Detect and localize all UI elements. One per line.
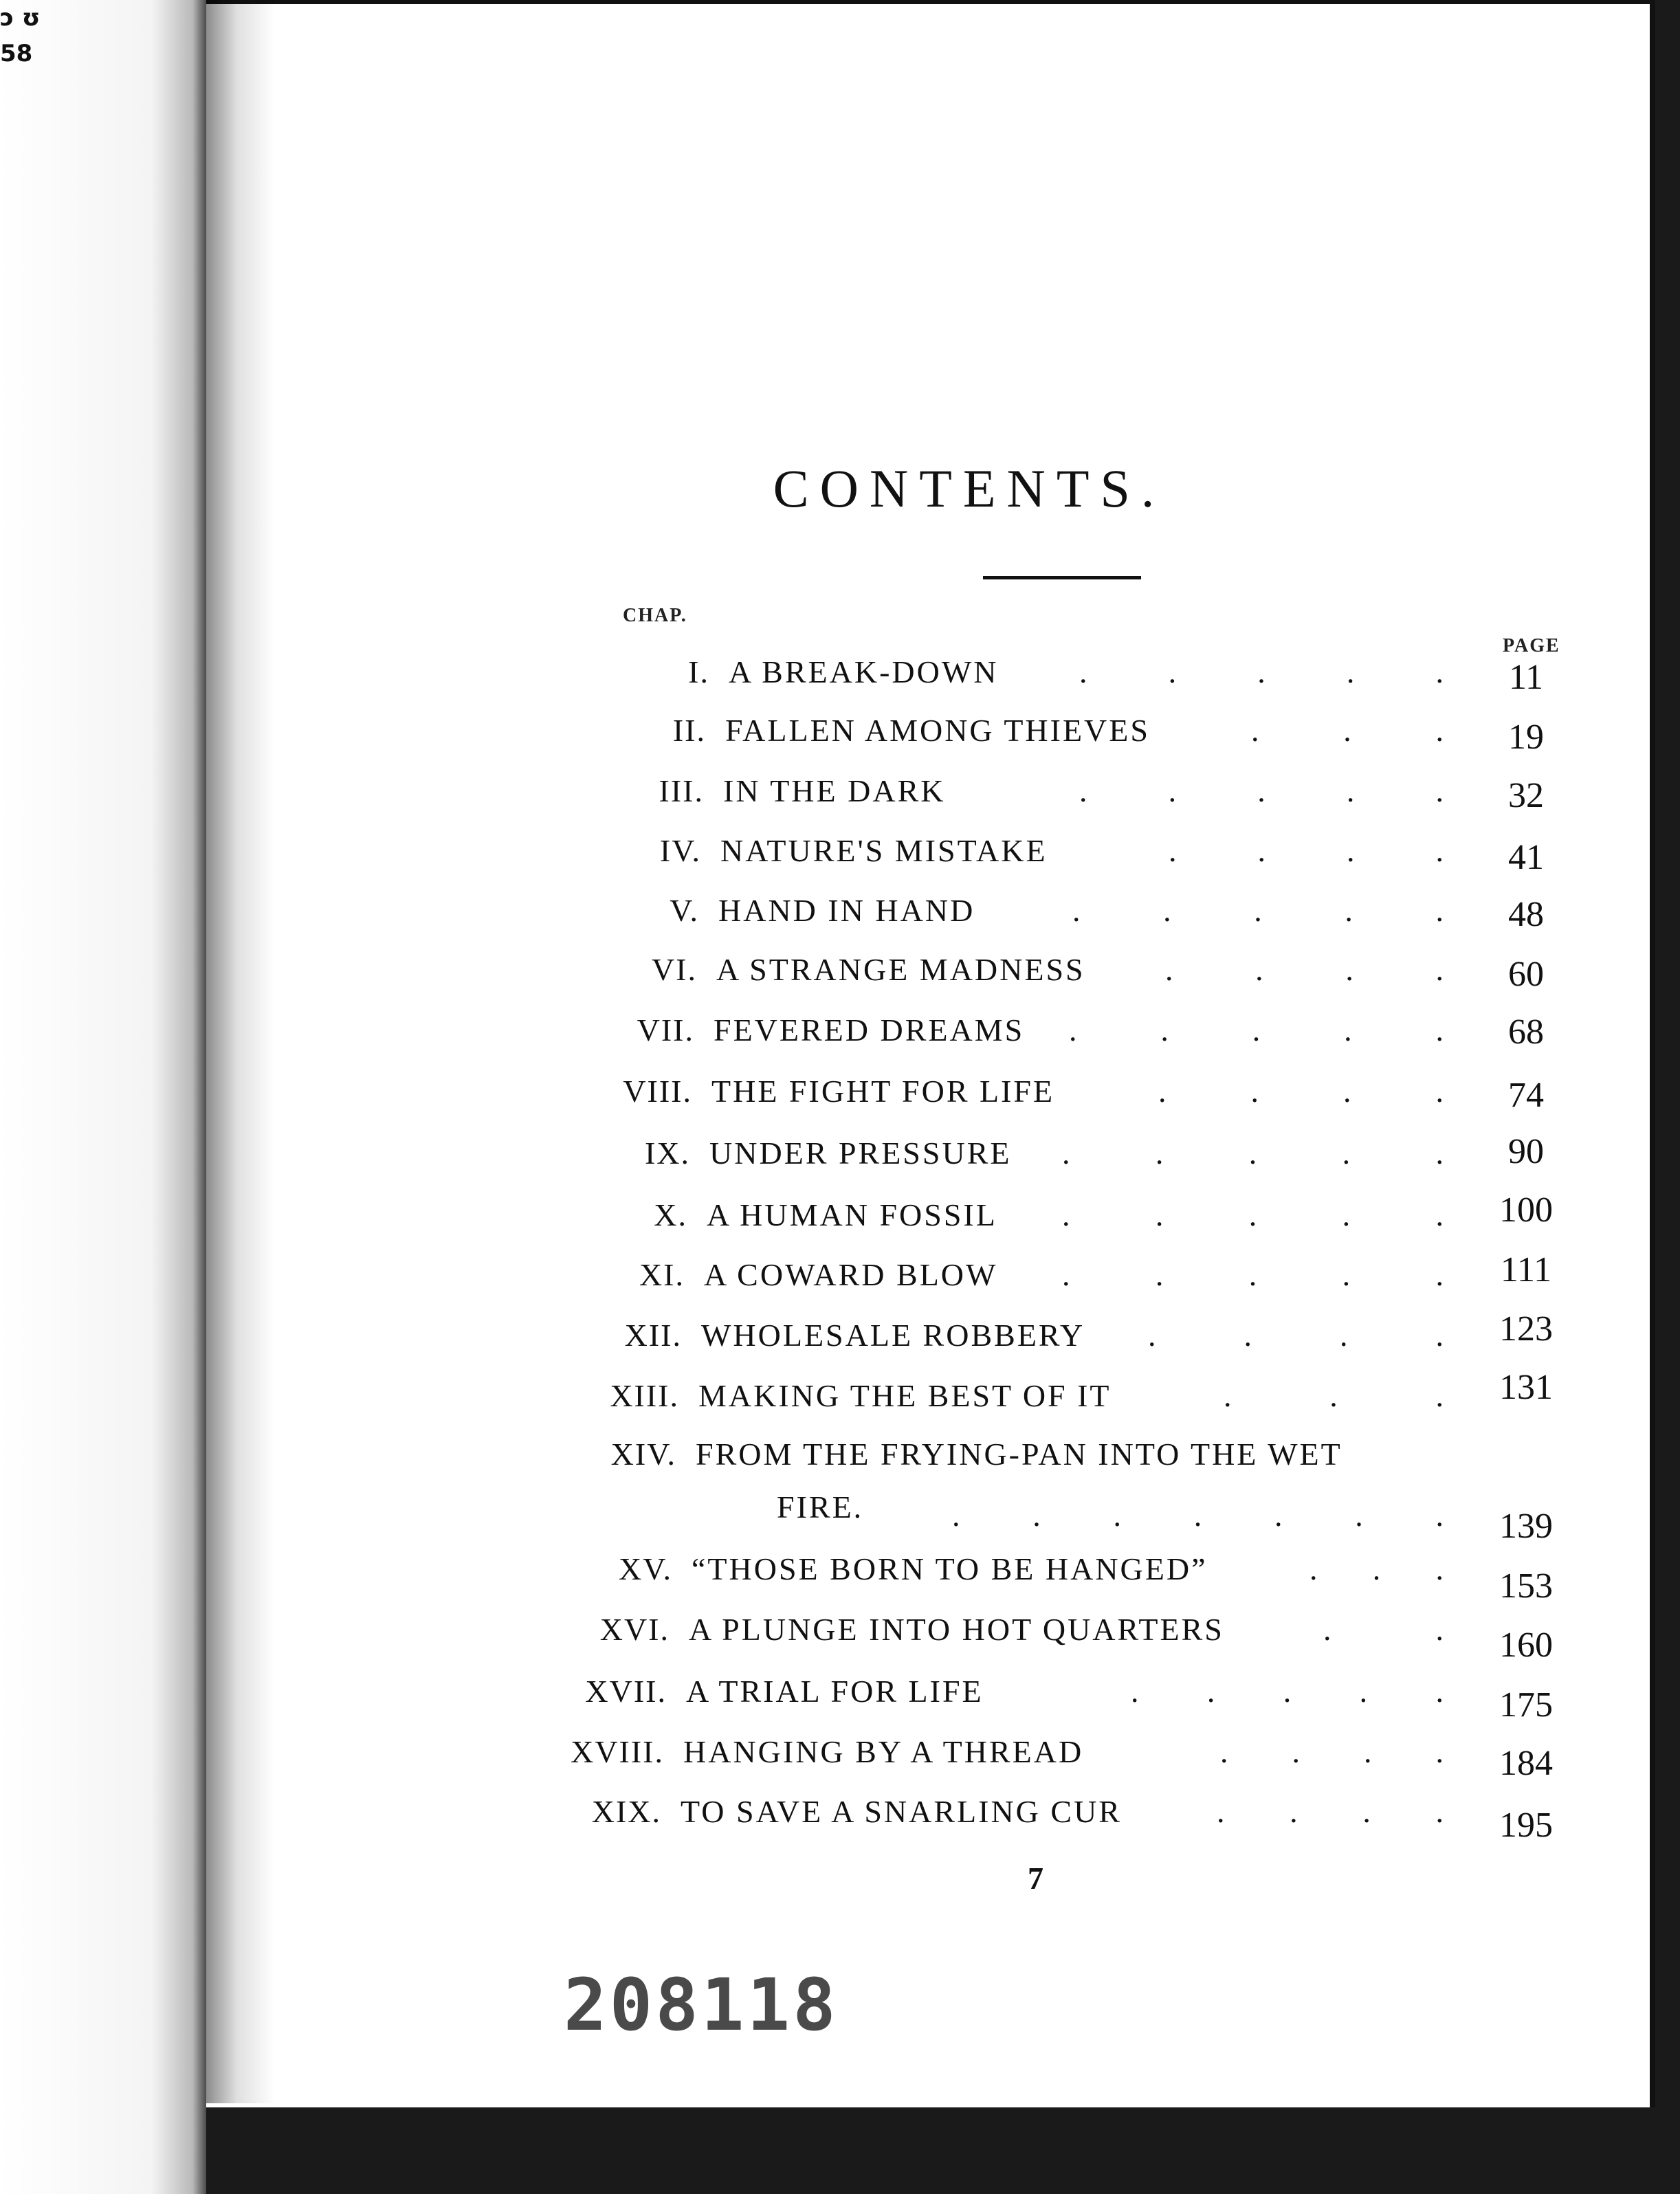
chapter-number: I.	[688, 654, 709, 689]
chapter-page-number: 100	[1499, 1190, 1553, 1230]
leader-dots: . . . . .	[1079, 773, 1444, 808]
chapter-number: VIII.	[623, 1074, 692, 1109]
chapter-page-number: 41	[1508, 838, 1544, 877]
leader-dots: . . . .	[1220, 1734, 1444, 1769]
chapter-page-number: 139	[1499, 1507, 1553, 1546]
chapter-number: XI.	[639, 1257, 685, 1292]
chapter-title: THE FIGHT FOR LIFE	[711, 1074, 1055, 1109]
leader-dots: . . . . . . .	[952, 1498, 1444, 1533]
chapter-title: NATURE'S MISTAKE	[720, 833, 1048, 868]
leader-dots: . . . . .	[1062, 1257, 1444, 1292]
chapter-number: X.	[654, 1197, 687, 1232]
chapter-page-number: 11	[1508, 658, 1544, 697]
chapter-page-number: 184	[1499, 1744, 1553, 1783]
chapter-page-number: 195	[1499, 1806, 1553, 1845]
chapter-number: XVII.	[585, 1674, 667, 1709]
chapter-number: VII.	[637, 1012, 694, 1048]
scan-left-margin	[0, 0, 206, 2194]
chapter-page-number: 131	[1499, 1368, 1553, 1407]
library-stamp-number: 208118	[564, 1963, 839, 2047]
leader-dots: . . . . .	[1072, 893, 1444, 928]
contents-title: CONTENTS.	[773, 458, 1166, 518]
chapter-title: IN THE DARK	[723, 773, 946, 808]
chapter-title: “THOSE BORN TO BE HANGED”	[692, 1551, 1208, 1586]
leader-dots: . . . .	[1148, 1318, 1444, 1353]
chapter-page-number: 19	[1508, 718, 1544, 757]
chapter-number: II.	[672, 713, 706, 748]
leader-dots: . . .	[1224, 1378, 1444, 1413]
corner-marks	[0, 0, 40, 71]
chapter-title: FROM THE FRYING-PAN INTO THE WET	[696, 1437, 1342, 1472]
chapter-title: A STRANGE MADNESS	[716, 952, 1085, 987]
leader-dots: . . . .	[1165, 952, 1444, 987]
chapter-page-number: 60	[1508, 955, 1544, 994]
chapter-number: VI.	[651, 952, 697, 987]
book-page	[206, 0, 1655, 2107]
chapter-page-number: 175	[1499, 1685, 1553, 1725]
chapter-number: XVIII.	[571, 1734, 664, 1769]
chapter-title: HANGING BY A THREAD	[683, 1734, 1084, 1769]
chapter-title: UNDER PRESSURE	[709, 1135, 1012, 1171]
chapter-page-number: 74	[1508, 1076, 1544, 1115]
title-rule	[983, 576, 1141, 579]
chapter-title: HAND IN HAND	[718, 893, 975, 928]
chapter-title: A COWARD BLOW	[704, 1257, 998, 1292]
chapter-page-number: 32	[1508, 776, 1544, 815]
leader-dots: . . . . .	[1062, 1197, 1444, 1232]
chapter-number: XV.	[618, 1551, 672, 1586]
chapter-title: A PLUNGE INTO HOT QUARTERS	[689, 1612, 1224, 1647]
chapter-number: III.	[659, 773, 704, 808]
chapter-number: XIX.	[591, 1794, 661, 1829]
leader-dots: . . .	[1251, 713, 1444, 748]
leader-dots: . .	[1323, 1612, 1444, 1647]
chapter-title: TO SAVE A SNARLING CUR	[681, 1794, 1122, 1829]
leader-dots: . . . .	[1169, 833, 1444, 868]
leader-dots: . . . . .	[1131, 1674, 1444, 1709]
chapter-title: WHOLESALE ROBBERY	[701, 1318, 1085, 1353]
chapter-page-number: 48	[1508, 895, 1544, 934]
chapter-title: A BREAK-DOWN	[729, 654, 999, 689]
chap-column-label: CHAP.	[623, 605, 687, 626]
leader-dots: . . . .	[1158, 1074, 1444, 1109]
chapter-title: A HUMAN FOSSIL	[707, 1197, 997, 1232]
chapter-page-number: 153	[1499, 1566, 1553, 1606]
corner-mark-1: ɔ ʊ	[0, 4, 41, 32]
chapter-number: IV.	[659, 833, 701, 868]
chapter-title: FEVERED DREAMS	[714, 1012, 1025, 1048]
chapter-page-number: 123	[1499, 1309, 1553, 1349]
chapter-number: XII.	[624, 1318, 682, 1353]
chapter-title-continuation: FIRE.	[777, 1489, 864, 1525]
chapter-page-number: 90	[1508, 1132, 1544, 1171]
binding-shadow	[206, 0, 275, 2103]
chapter-page-number: 68	[1508, 1012, 1544, 1052]
chapter-title: MAKING THE BEST OF IT	[698, 1378, 1112, 1413]
chapter-title: A TRIAL FOR LIFE	[686, 1674, 984, 1709]
chapter-number: V.	[670, 893, 699, 928]
page-column-label: PAGE	[1503, 635, 1560, 656]
leader-dots: . . . . .	[1069, 1012, 1444, 1048]
chapter-number: XIV.	[610, 1437, 676, 1472]
leader-dots: . . .	[1309, 1551, 1444, 1586]
corner-mark-2: 58	[0, 40, 33, 67]
chapter-page-number: 111	[1500, 1250, 1552, 1289]
chapter-number: IX.	[644, 1135, 690, 1171]
leader-dots: . . . .	[1217, 1794, 1444, 1829]
leader-dots: . . . . .	[1062, 1135, 1444, 1171]
chapter-number: XVI.	[599, 1612, 670, 1647]
chapter-title: FALLEN AMONG THIEVES	[725, 713, 1150, 748]
leader-dots: . . . . .	[1079, 654, 1444, 689]
page-folio: 7	[1028, 1861, 1043, 1896]
chapter-page-number: 160	[1499, 1626, 1553, 1665]
chapter-number: XIII.	[610, 1378, 679, 1413]
